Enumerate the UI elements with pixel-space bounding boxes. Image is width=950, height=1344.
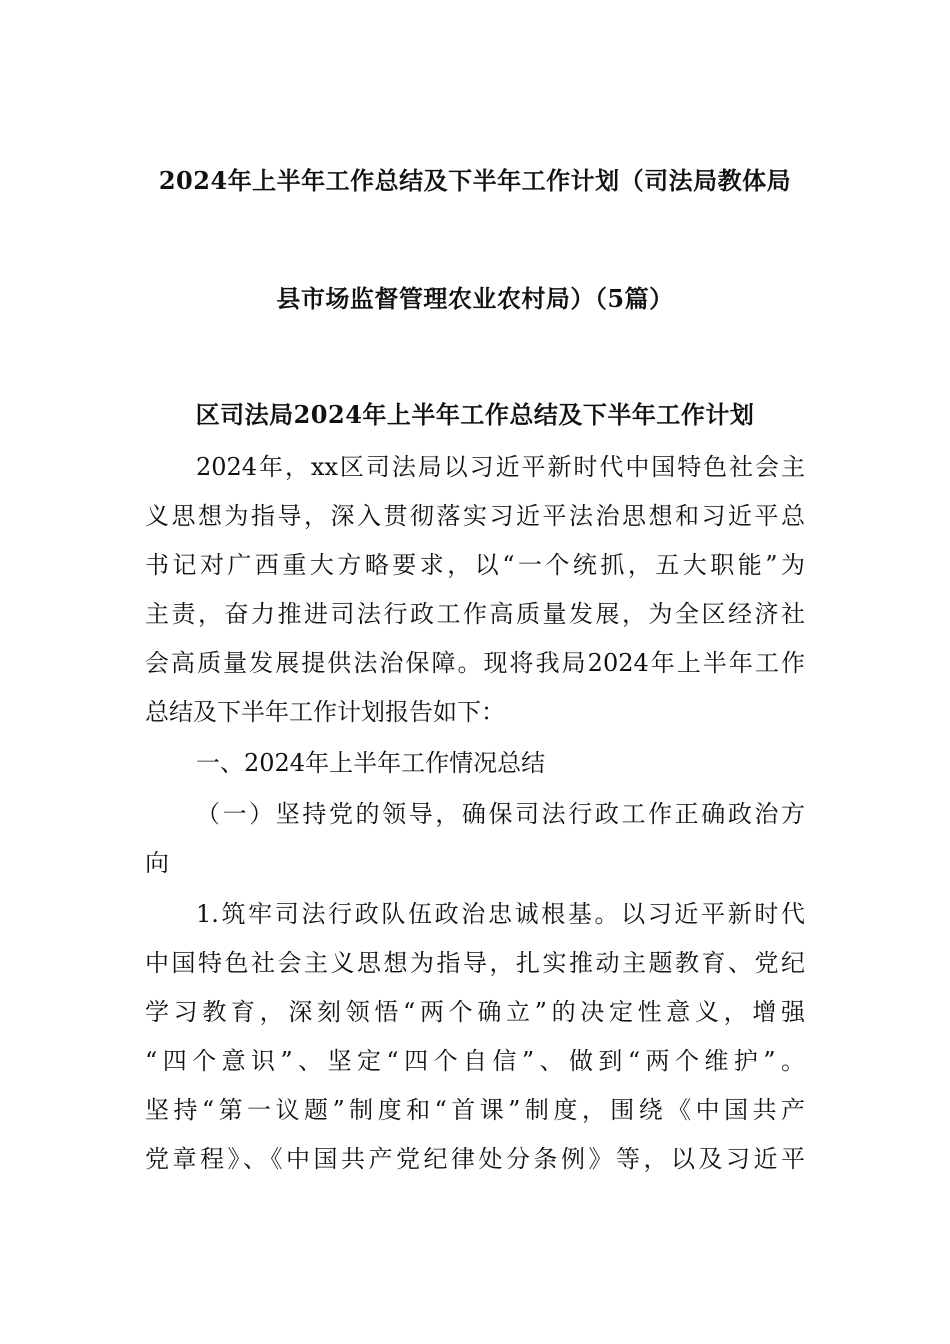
document-title-line-2: 县市场监督管理农业农村局）（5篇）: [276, 284, 674, 313]
paragraph-line: 2024年，xx区司法局以习近平新时代中国特色社会主: [196, 453, 805, 481]
paragraph-line: 坚持“第一议题”制度和“首课”制度，围绕《中国共产: [145, 1096, 805, 1124]
section-title: 区司法局2024年上半年工作总结及下半年工作计划: [195, 400, 755, 429]
heading-1: 一、2024年上半年工作情况总结: [196, 749, 546, 777]
subheading-line: （一）坚持党的领导，确保司法行政工作正确政治方: [196, 800, 805, 828]
paragraph-line: “四个意识”、坚定“四个自信”、做到“两个维护”。: [145, 1047, 805, 1075]
paragraph-line: 总结及下半年工作计划报告如下：: [145, 698, 505, 726]
paragraph-line: 学习教育，深刻领悟“两个确立”的决定性意义，增强: [145, 998, 805, 1026]
paragraph-line: 书记对广西重大方略要求，以“一个统抓，五大职能”为: [145, 551, 805, 579]
paragraph-line: 党章程》、《中国共产党纪律处分条例》等，以及习近平: [145, 1145, 805, 1173]
document-title-line-1: 2024年上半年工作总结及下半年工作计划（司法局教体局: [158, 166, 792, 195]
paragraph-line: 中国特色社会主义思想为指导，扎实推动主题教育、党纪: [145, 949, 805, 977]
paragraph-line: 1.筑牢司法行政队伍政治忠诚根基。以习近平新时代: [196, 900, 805, 928]
subheading-line: 向: [145, 849, 169, 877]
paragraph-line: 主责，奋力推进司法行政工作高质量发展，为全区经济社: [145, 600, 805, 628]
paragraph-line: 会高质量发展提供法治保障。现将我局2024年上半年工作: [145, 649, 805, 677]
paragraph-line: 义思想为指导，深入贯彻落实习近平法治思想和习近平总: [145, 502, 805, 530]
